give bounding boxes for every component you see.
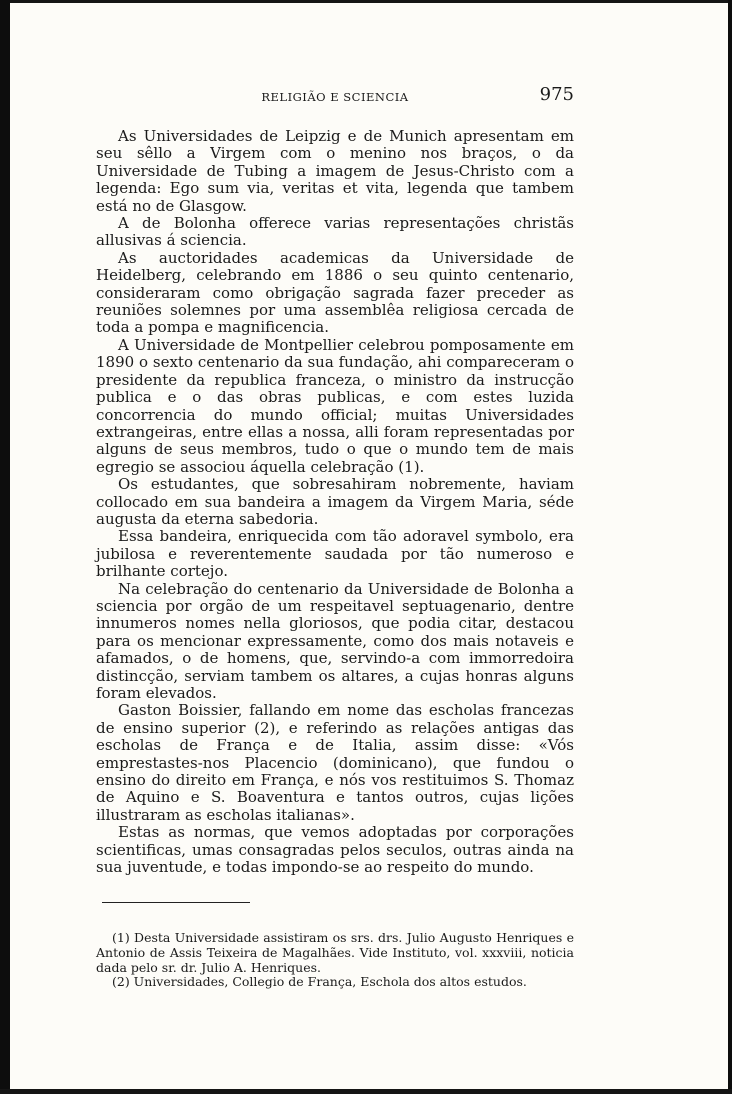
paragraph: Essa bandeira, enriquecida com tão adoravel symbolo, era jubilosa e reverentemente saudada por tão numeroso e brilhante cortejo. (96, 527, 574, 581)
footnote: (2) Universidades, Collegio de França, Escholа dos altos estudos. (112, 974, 527, 990)
paragraph: A Universidade de Montpellier celebrou pomposamente em 1890 o sexto centenario da sua fundação, ahi compareceram o presidente da republica franceza, o ministro da instrucção publica e o das obras publicas, e com estes luzida concorrencia do mundo official; muitas Universidades extrangeiras, entre ellas a nossa, alli foram representadas por alguns de seus membros, tudo o que o mundo tem de mais egregio se associou áquella celebração (1). (96, 335, 574, 476)
running-title: RELIGIÃO E SCIENCIA (261, 90, 409, 104)
paragraph: Os estudantes, que sobresahiram nobremente, haviam collocado em sua bandeira a imagem da Virgem Maria, séde augusta da eterna sabedoria. (96, 475, 574, 528)
page-number: 975 (539, 84, 574, 105)
paragraph: A de Bolonha offerece varias representações christãs allusivas á sciencia. (96, 214, 574, 250)
scan-border-left (0, 0, 10, 1094)
paragraph: As auctoridades academicas da Universidade de Heidelberg, celebrando em 1886 o seu quinto centenario, consideraram como obrigação sagrada fazer preceder as reuniões solemnes por uma assemblêa religiosa cercada de toda a pompa e magnificencia. (96, 248, 574, 337)
paragraph: Na celebração do centenario da Universidade de Bolonha a sciencia por orgão de um respeitavel septuagenario, dentre innumeros nomes nella gloriosos, que podia citar, destacou para os mencionar expressamente, como dos mais notaveis e afamados, o de homens, que, servindo-a com immorredoira distincção, serviam tambem os altares, a cujas honras alguns foram elevados. (96, 579, 574, 702)
book-page (96, 82, 574, 990)
body-text (96, 128, 574, 876)
footnote: (1) Desta Universidade assistiram os srs. drs. Julio Augusto Henriques e Antonio de Assis Teixeira de Magalhães. Vide Instituto, vol. xxxviii, noticia dada pelo sr. dr. Julio A. Henriques. (96, 930, 574, 975)
scan-border-right (728, 0, 732, 1094)
paragraph: As Universidades de Leipzig e de Munich apresentam em seu sêllo a Virgem com o menino nos braços, o da Universidade de Tubing a imagem de Jesus-Christo com a legenda: Ego sum via, veritas et vita, legenda que tambem está no de Glasgow. (96, 127, 574, 215)
page-header (96, 82, 574, 112)
footnote-separator (102, 902, 250, 903)
scan-border-top (0, 0, 732, 3)
scan-border-bottom (0, 1089, 732, 1094)
paragraph: Estas as normas, que vemos adoptadas por corporações scientificas, umas consagradas pelos seculos, outras ainda na sua juventude, e todas impondo-se ao respeito do mundo. (96, 823, 574, 877)
paragraph: Gaston Boissier, fallando em nome das escholas francezas de ensino superior (2), e referindo as relações antigas das escholas de França e de Italia, assim disse: «Vós emprestastes-nos Placencio (dominicano), que fundou o ensino do direito em França, e nós vos restituimos S. Thomaz de Aquino e S. Boaventura e tantos outros, cujas lições illustraram as escholas italianas». (96, 701, 574, 824)
footnotes (96, 931, 574, 989)
